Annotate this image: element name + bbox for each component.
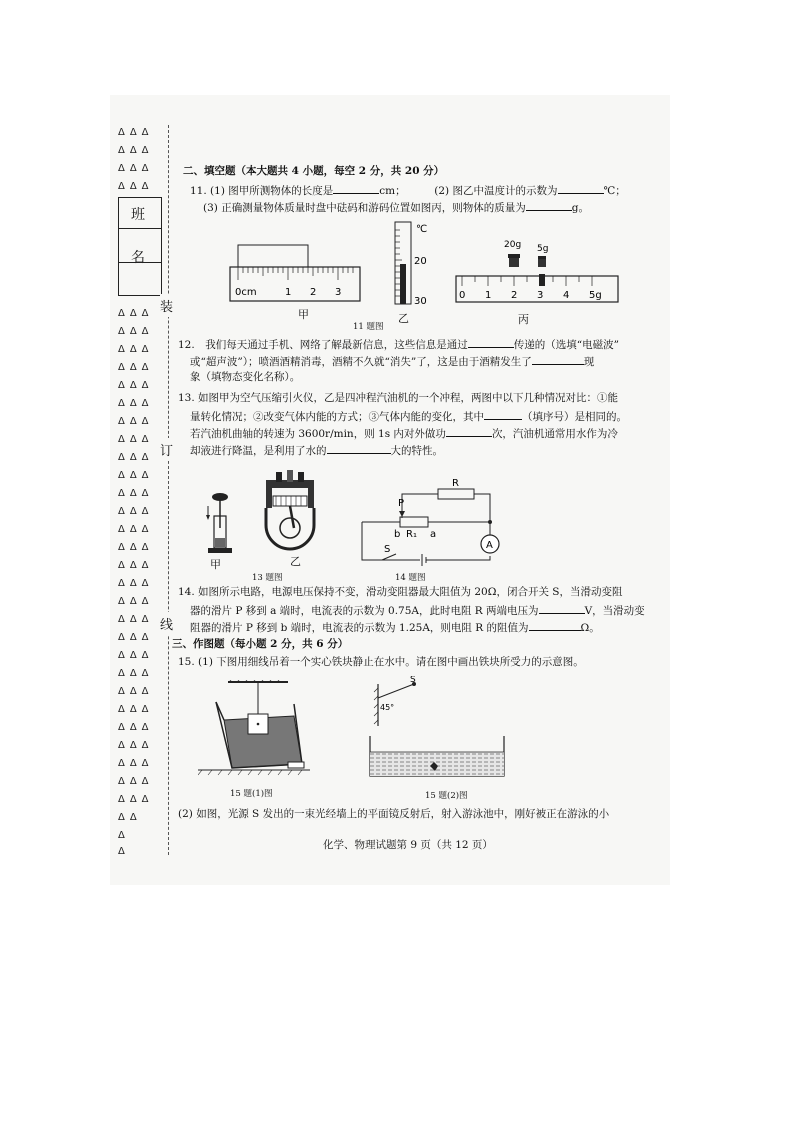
weight-label: 20g — [504, 240, 522, 250]
fig13-jia-label: 甲 — [210, 558, 221, 571]
ruler-label: 1 — [285, 287, 292, 298]
q11-part2: (2) 图乙中温度计的示数为 — [434, 185, 558, 197]
q12-line3: 象（填物态变化名称）。 — [190, 371, 301, 383]
balance-label: 0 — [459, 290, 466, 301]
angle-label: 45° — [380, 703, 395, 712]
q13-line1: 13. 如图甲为空气压缩引火仪，乙是四冲程汽油机的一个冲程，两图中以下几种情况对比：①能 — [178, 392, 619, 404]
answer-blank[interactable] — [539, 602, 585, 614]
fig15-1-beaker — [198, 680, 310, 776]
answer-blank[interactable] — [532, 353, 584, 365]
answer-blank[interactable] — [333, 182, 379, 194]
circuit-label-r: R — [452, 478, 459, 489]
answer-blank[interactable] — [529, 619, 581, 631]
fig13-air-compression-igniter — [200, 488, 240, 560]
balance-label: 4 — [563, 290, 570, 301]
q15-part2: (2) 如图，光源 S 发出的一束光经墙上的平面镜反射后，射入游泳池中，刚好被正在游泳的小 — [178, 808, 610, 820]
q11-line1: 11. (1) 图甲所测物体的长度是 cm； (2) 图乙中温度计的示数为 ℃； — [190, 182, 626, 198]
circuit-label-p: P — [398, 498, 405, 509]
weight-20g — [508, 254, 520, 267]
binding-line — [168, 125, 169, 855]
balance-label: 1 — [485, 290, 492, 301]
answer-blank[interactable] — [327, 442, 391, 454]
q13-line3: 若汽油机曲轴的转速为 3600r/min，则 1s 内对外做功 次，汽油机通常用水作为冷 — [190, 425, 618, 441]
circuit-label-r1: R₁ — [406, 529, 417, 540]
binding-xian: 线 — [160, 612, 173, 635]
binding-zhuang: 装 — [160, 294, 173, 317]
balance-label: 3 — [537, 290, 544, 301]
fig11-ruler — [225, 240, 365, 320]
balance-label: 2 — [511, 290, 518, 301]
q12-line1: 12. 我们每天通过手机、网络了解最新信息，这些信息是通过 传递的（选填“电磁波” — [178, 336, 619, 352]
fig11-thermometer — [390, 220, 440, 310]
circuit-label-s: S — [384, 544, 391, 555]
fig13-engine-cylinder — [256, 470, 324, 556]
q14-line2: 器的滑片 P 移到 a 端时，电流表的示数为 0.75A，此时电阻 R 两端电压为 V，当滑动变 — [190, 602, 645, 618]
page-footer: 化学、物理试题第 9 页（共 12 页） — [323, 839, 493, 851]
section3-heading: 三、作图题（每小题 2 分，共 6 分） — [172, 638, 349, 650]
answer-blank[interactable] — [558, 182, 604, 194]
q15-part1: 15. (1) 下图用细线吊着一个实心铁块静止在水中。请在图中画出铁块所受力的示意图。 — [178, 656, 584, 668]
ruler-label: 0cm — [235, 287, 257, 298]
balance-label: 5g — [589, 290, 602, 301]
class-label: 班 — [131, 207, 145, 223]
fig15-1-caption: 15 题(1)图 — [230, 789, 273, 799]
thermo-label: 30 — [414, 296, 427, 307]
q13-line4: 却液进行降温，是利用了水的 大的特性。 — [190, 442, 443, 458]
q11-line2: (3) 正确测量物体质量时盘中砝码和游码位置如图丙，则物体的质量为 g。 — [203, 199, 589, 215]
fig13-yi-label: 乙 — [290, 555, 301, 568]
light-source-label: S — [410, 676, 416, 685]
binding-ding: 订 — [160, 438, 173, 461]
q11-part1: 11. (1) 图甲所测物体的长度是 — [190, 185, 334, 197]
q14-line3: 阻器的滑片 P 移到 b 端时，电流表的示数为 1.25A，则电阻 R 的阻值为 Ω。 — [190, 619, 600, 635]
section2-heading: 二、填空题（本大题共 4 小题，每空 2 分，共 20 分） — [183, 165, 445, 177]
q12-line2: 或“超声波”）；喷酒酒精消毒，酒精不久就“消失”了，这是由于酒精发生了 现 — [190, 353, 594, 369]
circuit-label-b: b — [394, 529, 401, 540]
answer-blank[interactable] — [526, 199, 572, 211]
name-label: 名 — [131, 250, 145, 266]
fig15-2-caption: 15 题(2)图 — [425, 791, 468, 801]
fig11-balance — [452, 236, 622, 312]
fig13-caption: 13 题图 — [252, 573, 283, 583]
fig11-yi-label: 乙 — [398, 312, 409, 325]
ruler-label: 3 — [335, 287, 342, 298]
weight-5g — [538, 256, 546, 267]
thermo-label: 20 — [414, 256, 427, 267]
fig15-2-pool — [364, 676, 514, 786]
q11-part3: (3) 正确测量物体质量时盘中砝码和游码位置如图丙，则物体的质量为 — [203, 202, 526, 214]
q13-line2: 量转化情况；②改变气体内能的方式；③气体内能的变化，其中 （填序号）是相同的。 — [190, 408, 627, 424]
fig14-circuit — [358, 474, 508, 570]
circuit-label-a: a — [430, 529, 437, 540]
fig14-caption: 14 题图 — [395, 573, 426, 583]
name-box — [118, 228, 162, 296]
fig11-bing-label: 丙 — [518, 313, 529, 326]
fig11-caption: 11 题图 — [353, 322, 384, 332]
answer-blank[interactable] — [446, 425, 492, 437]
ruler-label: 2 — [310, 287, 317, 298]
class-box — [118, 197, 162, 228]
q14-line1: 14. 如图所示电路，电源电压保持不变，滑动变阻器最大阻值为 20Ω，闭合开关 S，当滑动变阻 — [178, 586, 623, 598]
answer-blank[interactable] — [484, 408, 522, 420]
weight-label: 5g — [537, 244, 549, 254]
answer-blank[interactable] — [468, 336, 514, 348]
fig11-jia-label: 甲 — [298, 308, 309, 321]
thermo-unit: ℃ — [416, 224, 428, 235]
ammeter-label: A — [486, 540, 493, 551]
